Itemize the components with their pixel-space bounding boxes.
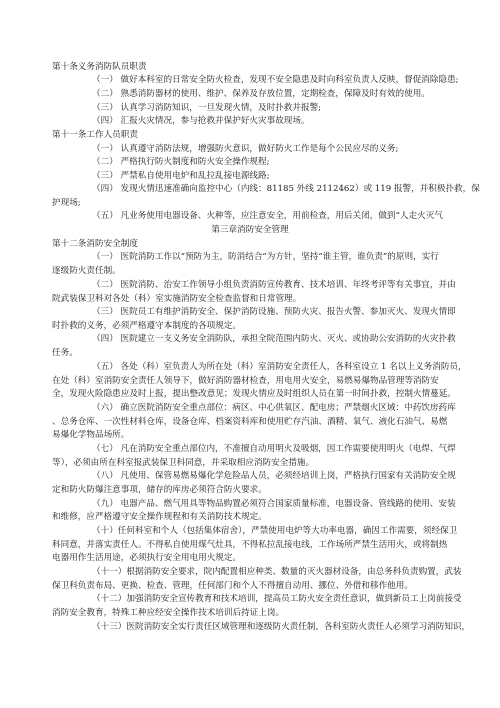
paragraph-line: （五） 凡业务使用电器设备、火种等，应注意安全，用前检查，用后关闭，做到“人走火灭气: [92, 211, 443, 221]
paragraph-line: （四） 发现火情迅速准确向监控中心（内线：81185 外线 2112462）或 119 报警，并积极扑救，保: [92, 184, 480, 194]
paragraph-line: （四） 汇报火灾情况，参与抢救并保护好火灾事故现场。: [92, 116, 310, 126]
paragraph-line: （一） 做好本科室的日常安全防火检查，发现不安全隐患及时向科室负责人反映，督促消除隐患;: [92, 75, 459, 85]
paragraph-line: 科同意，并落实责任人。不得私自使用煤气灶具，不得私拉乱接电线，工作场所严禁生活用火，或将制热: [52, 540, 448, 550]
paragraph-line: 易爆化学物品场所。: [52, 430, 130, 440]
paragraph-line: （一） 医院消防工作以“预防为主，防消结合”为方针，坚持“谁主管，谁负责”的原则，实行: [92, 252, 439, 262]
paragraph-line: 逐级防火责任制。: [52, 266, 121, 276]
paragraph-line: （一） 认真遵守消防法规，增强防火意识，做好防火工作是每个公民应尽的义务;: [92, 144, 399, 154]
paragraph-line: 在处（科）室消防安全责任人领导下，做好消防器材检查，用电用火安全，易燃易爆物品管理等消防安: [52, 376, 439, 386]
paragraph-line: 定和防火防爆注意事项，储存的库房必须符合防火要求。: [52, 485, 267, 495]
paragraph-line: （三） 医院员工有维护消防安全、保护消防设施、预防火灾、报告火警、参加灭火、发现火情即: [92, 307, 456, 317]
article-heading: 第十条义务消防队员职责: [52, 62, 147, 72]
paragraph-line: 保卫科负责布局、更换、检查、管理，任何部门和个人不得擅自动用、挪位、外借和移作他用。: [52, 581, 413, 591]
chapter-title: 第三章消防安全管理: [211, 225, 289, 235]
paragraph-line: （十三）医院消防安全实行责任区域管理和逐级防火责任制，各科室防火责任人必须学习消防知识，: [92, 622, 471, 632]
paragraph-line: 和维修，应严格遵守安全操作规程和有关消防技术规定。: [52, 512, 267, 522]
paragraph-line: （六） 确立医院消防安全重点部位：病区、中心供氧区、配电房；严禁烟火区域：中药饮房药库: [92, 403, 456, 413]
paragraph-line: （五） 各处（科）室负责人为所在处（科）室消防安全责任人，各科室设立 1 名以上义务消防员，: [92, 362, 467, 372]
paragraph-line: （十）任何科室和个人（包括集体宿舍），严禁使用电炉等大功率电器，确因工作需要，须经保卫: [92, 526, 458, 536]
paragraph-line: 任务。: [52, 348, 78, 358]
article-heading: 第十二条消防安全制度: [52, 239, 138, 249]
paragraph-line: 电器用作生活用途，必须执行安全用电用火规定。: [52, 553, 242, 563]
paragraph-line: （三） 严禁私自使用电炉和乱拉乱接电源线路;: [92, 171, 270, 181]
paragraph-line: 护现场;: [52, 198, 81, 208]
paragraph-line: （二） 熟悉消防器材的使用、维护、保养及存放位置，定期检查，保障及时有效的使用。: [92, 89, 430, 99]
paragraph-line: （八） 凡使用、保管易燃易爆化学危险品人员，必须经培训上岗，严格执行国家有关消防安全规: [92, 471, 456, 481]
paragraph-line: （七） 凡在消防安全重点部位内，不准擅自动用明火及吸烟，因工作需要使用明火（电焊、气焊: [92, 444, 456, 454]
paragraph-line: 时扑救的义务，必须严格遵守本制度的各项规定。: [52, 321, 242, 331]
article-heading: 第十一条工作人员职责: [52, 130, 138, 140]
paragraph-line: （十一）根据消防安全要求，院内配置相应种类、数量的灭火器材设备，由总务科负责购置，武装: [92, 567, 462, 577]
paragraph-line: （二） 医院消防、治安工作领导小组负责消防宣传教育、技术培训、年终考评等有关事宜，并由: [92, 280, 456, 290]
paragraph-line: 消防安全教育，特殊工种应经安全操作技术培训后持证上岗。: [52, 608, 285, 618]
paragraph-line: （九） 电器产品、燃气用具等物品购置必须符合国家质量标准，电器设备、管线路的使用、安装: [92, 499, 456, 509]
paragraph-line: 等），必须由所在科室报武装保卫科同意，并采取相应消防安全措施。: [52, 458, 315, 468]
paragraph-line: （十二）加强消防安全宣传教育和技术培训，提高员工防火安全责任意识，做到新员工上岗前接受: [92, 594, 462, 604]
paragraph-line: 院武装保卫科对各处（科）室实施消防安全检查监督和日常管理。: [52, 294, 302, 304]
paragraph-line: 、总务仓库、一次性材料仓库，设备仓库、档案资料库和使用贮存汽油、酒精、氧气、液化石油气、易燃: [52, 417, 448, 427]
paragraph-line: （二） 严格执行防火制度和防火安全操作规程;: [92, 157, 270, 167]
paragraph-line: （三） 认真学习消防知识，一旦发现火情，及时扑救并报警;: [92, 103, 322, 113]
paragraph-line: （四） 医院建立一支义务安全消防队，承担全院范围内防火、灭火、或协助公安消防的火灾扑救: [92, 334, 456, 344]
paragraph-line: 全，发现火险隐患应及时上报，提出整改意见；发现火情应及时组织人员在第一时间扑救，控制火情蔓延。: [52, 389, 456, 399]
